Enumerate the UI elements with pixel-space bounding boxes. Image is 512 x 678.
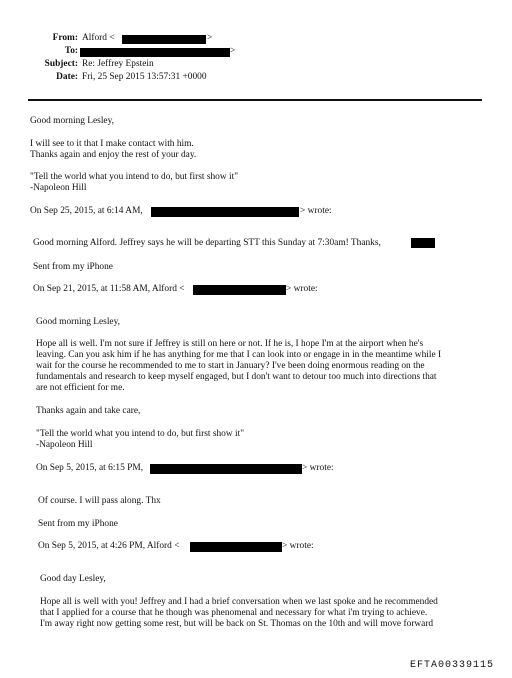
bates-number: EFTA00339115 [410, 660, 495, 671]
date-label: Date: [56, 72, 78, 82]
greeting-1: Good morning Lesley, [30, 116, 115, 126]
redaction-box [150, 464, 302, 474]
paragraph-1-line-2: leaving. Can you ask him if he has anything for me that I can look into or engage in in the meantime while I [36, 350, 442, 360]
quote-1: "Tell the world what you intend to do, but first show it" [30, 172, 239, 182]
sent-from-iphone-2: Sent from my iPhone [38, 519, 118, 529]
paragraph-1-line-1: Hope all is well. I'm not sure if Jeffrey is still on here or not. If he is, I hope I'm at the airport when he's [36, 339, 424, 349]
body-line-1: I will see to it that I make contact with him. [30, 139, 194, 149]
from-label: From: [52, 33, 78, 43]
redaction-box [122, 35, 206, 44]
wrote-line-2: On Sep 21, 2015, at 11:58 AM, Alford < [33, 284, 185, 294]
wrote-line-3-suffix: > wrote: [302, 463, 334, 473]
paragraph-1-line-4: fundamentals and research to keep myself engaged, but I don't want to detour too much into directions that [36, 372, 437, 382]
paragraph-1-line-3: wait for the course he recommended to me to start in January? I've been doing enormous reading on the [36, 361, 425, 371]
to-label: To: [64, 46, 78, 56]
subject-value: Re: Jeffrey Epstein [82, 59, 154, 69]
thanks-line: Thanks again and take care, [36, 406, 141, 416]
sent-from-iphone-1: Sent from my iPhone [33, 262, 113, 272]
wrote-line-1-suffix: > wrote: [300, 206, 332, 216]
wrote-line-3: On Sep 5, 2015, at 6:15 PM, [36, 463, 144, 473]
greeting-2: Good morning Lesley, [36, 317, 121, 327]
message-3: Of course. I will pass along. Thx [38, 496, 161, 506]
redaction-box [151, 207, 299, 217]
greeting-3: Good day Lesley, [40, 574, 106, 584]
wrote-line-1: On Sep 25, 2015, at 6:14 AM, [30, 206, 143, 216]
paragraph-1-line-5: are not efficient for me. [36, 383, 125, 393]
redaction-box [190, 542, 282, 552]
subject-label: Subject: [44, 59, 78, 69]
quote-2-author: -Napoleon Hill [36, 440, 93, 450]
quote-2: "Tell the world what you intend to do, but first show it" [36, 429, 245, 439]
paragraph-2-line-2: that I applied for a course that he though was phenomenal and necessary for what i'm trying to achieve. [40, 608, 428, 618]
date-value: Fri, 25 Sep 2015 13:57:31 +0000 [82, 72, 207, 82]
from-value: Alford < [82, 33, 115, 43]
to-tail: > [230, 46, 236, 56]
body-line-2: Thanks again and enjoy the rest of your day. [30, 150, 197, 160]
paragraph-2-line-1: Hope all is well with you! Jeffrey and I had a brief conversation when we last spoke and he recommended [40, 597, 438, 607]
wrote-line-2-suffix: > wrote: [286, 284, 318, 294]
header-divider [28, 99, 482, 101]
wrote-line-4: On Sep 5, 2015, at 4:26 PM, Alford < [38, 541, 180, 551]
message-2: Good morning Alford. Jeffrey says he will be departing STT this Sunday at 7:30am! Thanks, [33, 238, 381, 248]
from-tail: > [207, 33, 213, 43]
redaction-box [193, 285, 286, 295]
quote-1-author: -Napoleon Hill [30, 183, 87, 193]
redaction-box [411, 238, 435, 248]
paragraph-2-line-3: I'm away right now getting some rest, but will be back on St. Thomas on the 10th and will move forward [40, 619, 434, 629]
wrote-line-4-suffix: > wrote: [282, 541, 314, 551]
redaction-box [80, 48, 230, 57]
